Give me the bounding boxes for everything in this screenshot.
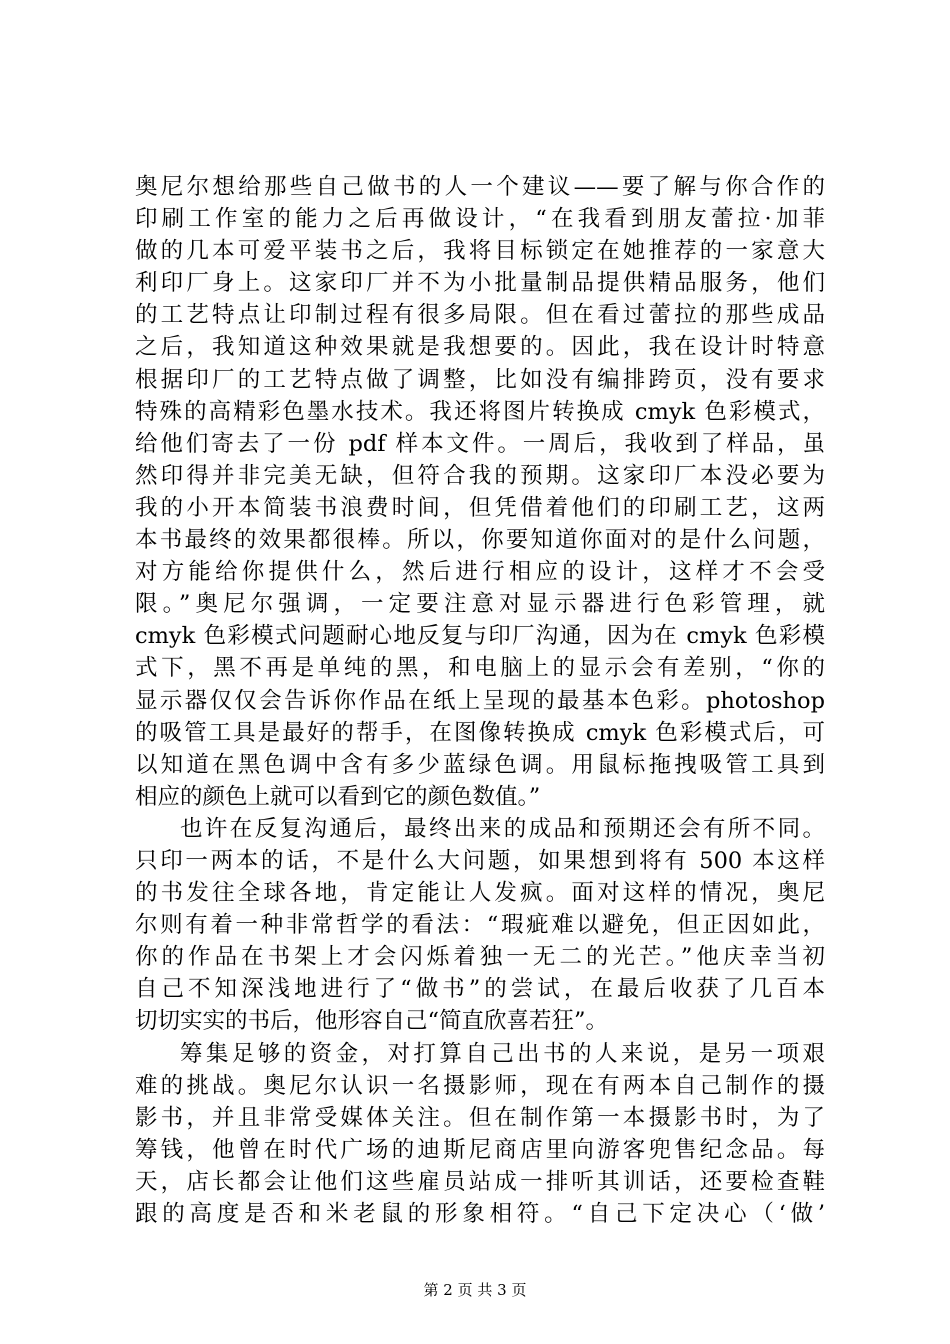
- paragraph-3-line: 筹集足够的资金，对打算自己出书的人来说，是另一项艰: [180, 1040, 825, 1067]
- paragraph-1-line: 相应的颜色上就可以看到它的颜色数值。”: [135, 783, 541, 810]
- paragraph-1-line: 印刷工作室的能力之后再做设计，“在我看到朋友蕾拉·加菲: [135, 206, 825, 233]
- paragraph-3-line: 跟的高度是否和米老鼠的形象相符。“自己下定决心（‘做’: [135, 1201, 825, 1227]
- paragraph-1-line: 我的小开本简装书浪费时间，但凭借着他们的印刷工艺，这两: [135, 494, 825, 521]
- paragraph-2-line: 尔则有着一种非常哲学的看法：“瑕疵难以避免，但正因如此，: [135, 912, 825, 939]
- paragraph-3-line: 筹钱，他曾在时代广场的迪斯尼商店里向游客兜售纪念品。每: [135, 1136, 825, 1163]
- paragraph-1-line: 特殊的高精彩色墨水技术。我还将图片转换成 cmyk 色彩模式，: [135, 398, 825, 425]
- paragraph-1-line: 限。”奥尼尔强调，一定要注意对显示器进行色彩管理，就: [135, 591, 825, 618]
- paragraph-1-line: cmyk 色彩模式问题耐心地反复与印厂沟通，因为在 cmyk 色彩模: [135, 623, 825, 650]
- paragraph-3-line: 天，店长都会让他们这些雇员站成一排听其训话，还要检查鞋: [135, 1168, 825, 1195]
- paragraph-1-line: 式下，黑不再是单纯的黑，和电脑上的显示会有差别，“你的: [135, 655, 825, 682]
- paragraph-1-line: 的工艺特点让印制过程有很多局限。但在看过蕾拉的那些成品: [135, 302, 825, 329]
- paragraph-2-line: 也许在反复沟通后，最终出来的成品和预期还会有所不同。: [180, 815, 825, 842]
- paragraph-1-line: 根据印厂的工艺特点做了调整，比如没有编排跨页，没有要求: [135, 366, 825, 393]
- paragraph-3-line: 影书，并且非常受媒体关注。但在制作第一本摄影书时，为了: [135, 1104, 825, 1131]
- paragraph-2-line: 的书发往全球各地，肯定能让人发疯。面对这样的情况，奥尼: [135, 880, 825, 907]
- paragraph-2-line: 切切实实的书后，他形容自己“简直欣喜若狂”。: [135, 1008, 609, 1035]
- page-footer: 第 2 页 共 3 页: [423, 1281, 527, 1299]
- body-text: [135, 171, 825, 1230]
- paragraph-2-line: 你的作品在书架上才会闪烁着独一无二的光芒。”他庆幸当初: [135, 944, 825, 971]
- paragraph-1-line: 给他们寄去了一份 pdf 样本文件。一周后，我收到了样品，虽: [135, 430, 825, 457]
- paragraph-1-line: 利印厂身上。这家印厂并不为小批量制品提供精品服务，他们: [135, 270, 825, 297]
- paragraph-1-line: 对方能给你提供什么，然后进行相应的设计，这样才不会受: [135, 559, 825, 586]
- paragraph-3-line: 难的挑战。奥尼尔认识一名摄影师，现在有两本自己制作的摄: [135, 1072, 825, 1099]
- paragraph-1-line: 以知道在黑色调中含有多少蓝绿色调。用鼠标拖拽吸管工具到: [135, 751, 825, 778]
- paragraph-1-line: 显示器仅仅会告诉你作品在纸上呈现的最基本色彩。photoshop: [135, 687, 825, 714]
- paragraph-1-line: 的吸管工具是最好的帮手，在图像转换成 cmyk 色彩模式后，可: [135, 719, 825, 746]
- paragraph-1-line: 做的几本可爱平装书之后，我将目标锁定在她推荐的一家意大: [135, 238, 825, 265]
- paragraph-1-line: 奥尼尔想给那些自己做书的人一个建议——要了解与你合作的: [135, 174, 825, 200]
- paragraph-2-line: 只印一两本的话，不是什么大问题，如果想到将有 500 本这样: [135, 847, 825, 874]
- paragraph-2-line: 自己不知深浅地进行了“做书”的尝试，在最后收获了几百本: [135, 976, 825, 1003]
- paragraph-1-line: 然印得并非完美无缺，但符合我的预期。这家印厂本没必要为: [135, 462, 825, 489]
- paragraph-1-line: 之后，我知道这种效果就是我想要的。因此，我在设计时特意: [135, 334, 825, 361]
- paragraph-1-line: 本书最终的效果都很棒。所以，你要知道你面对的是什么问题，: [135, 527, 825, 554]
